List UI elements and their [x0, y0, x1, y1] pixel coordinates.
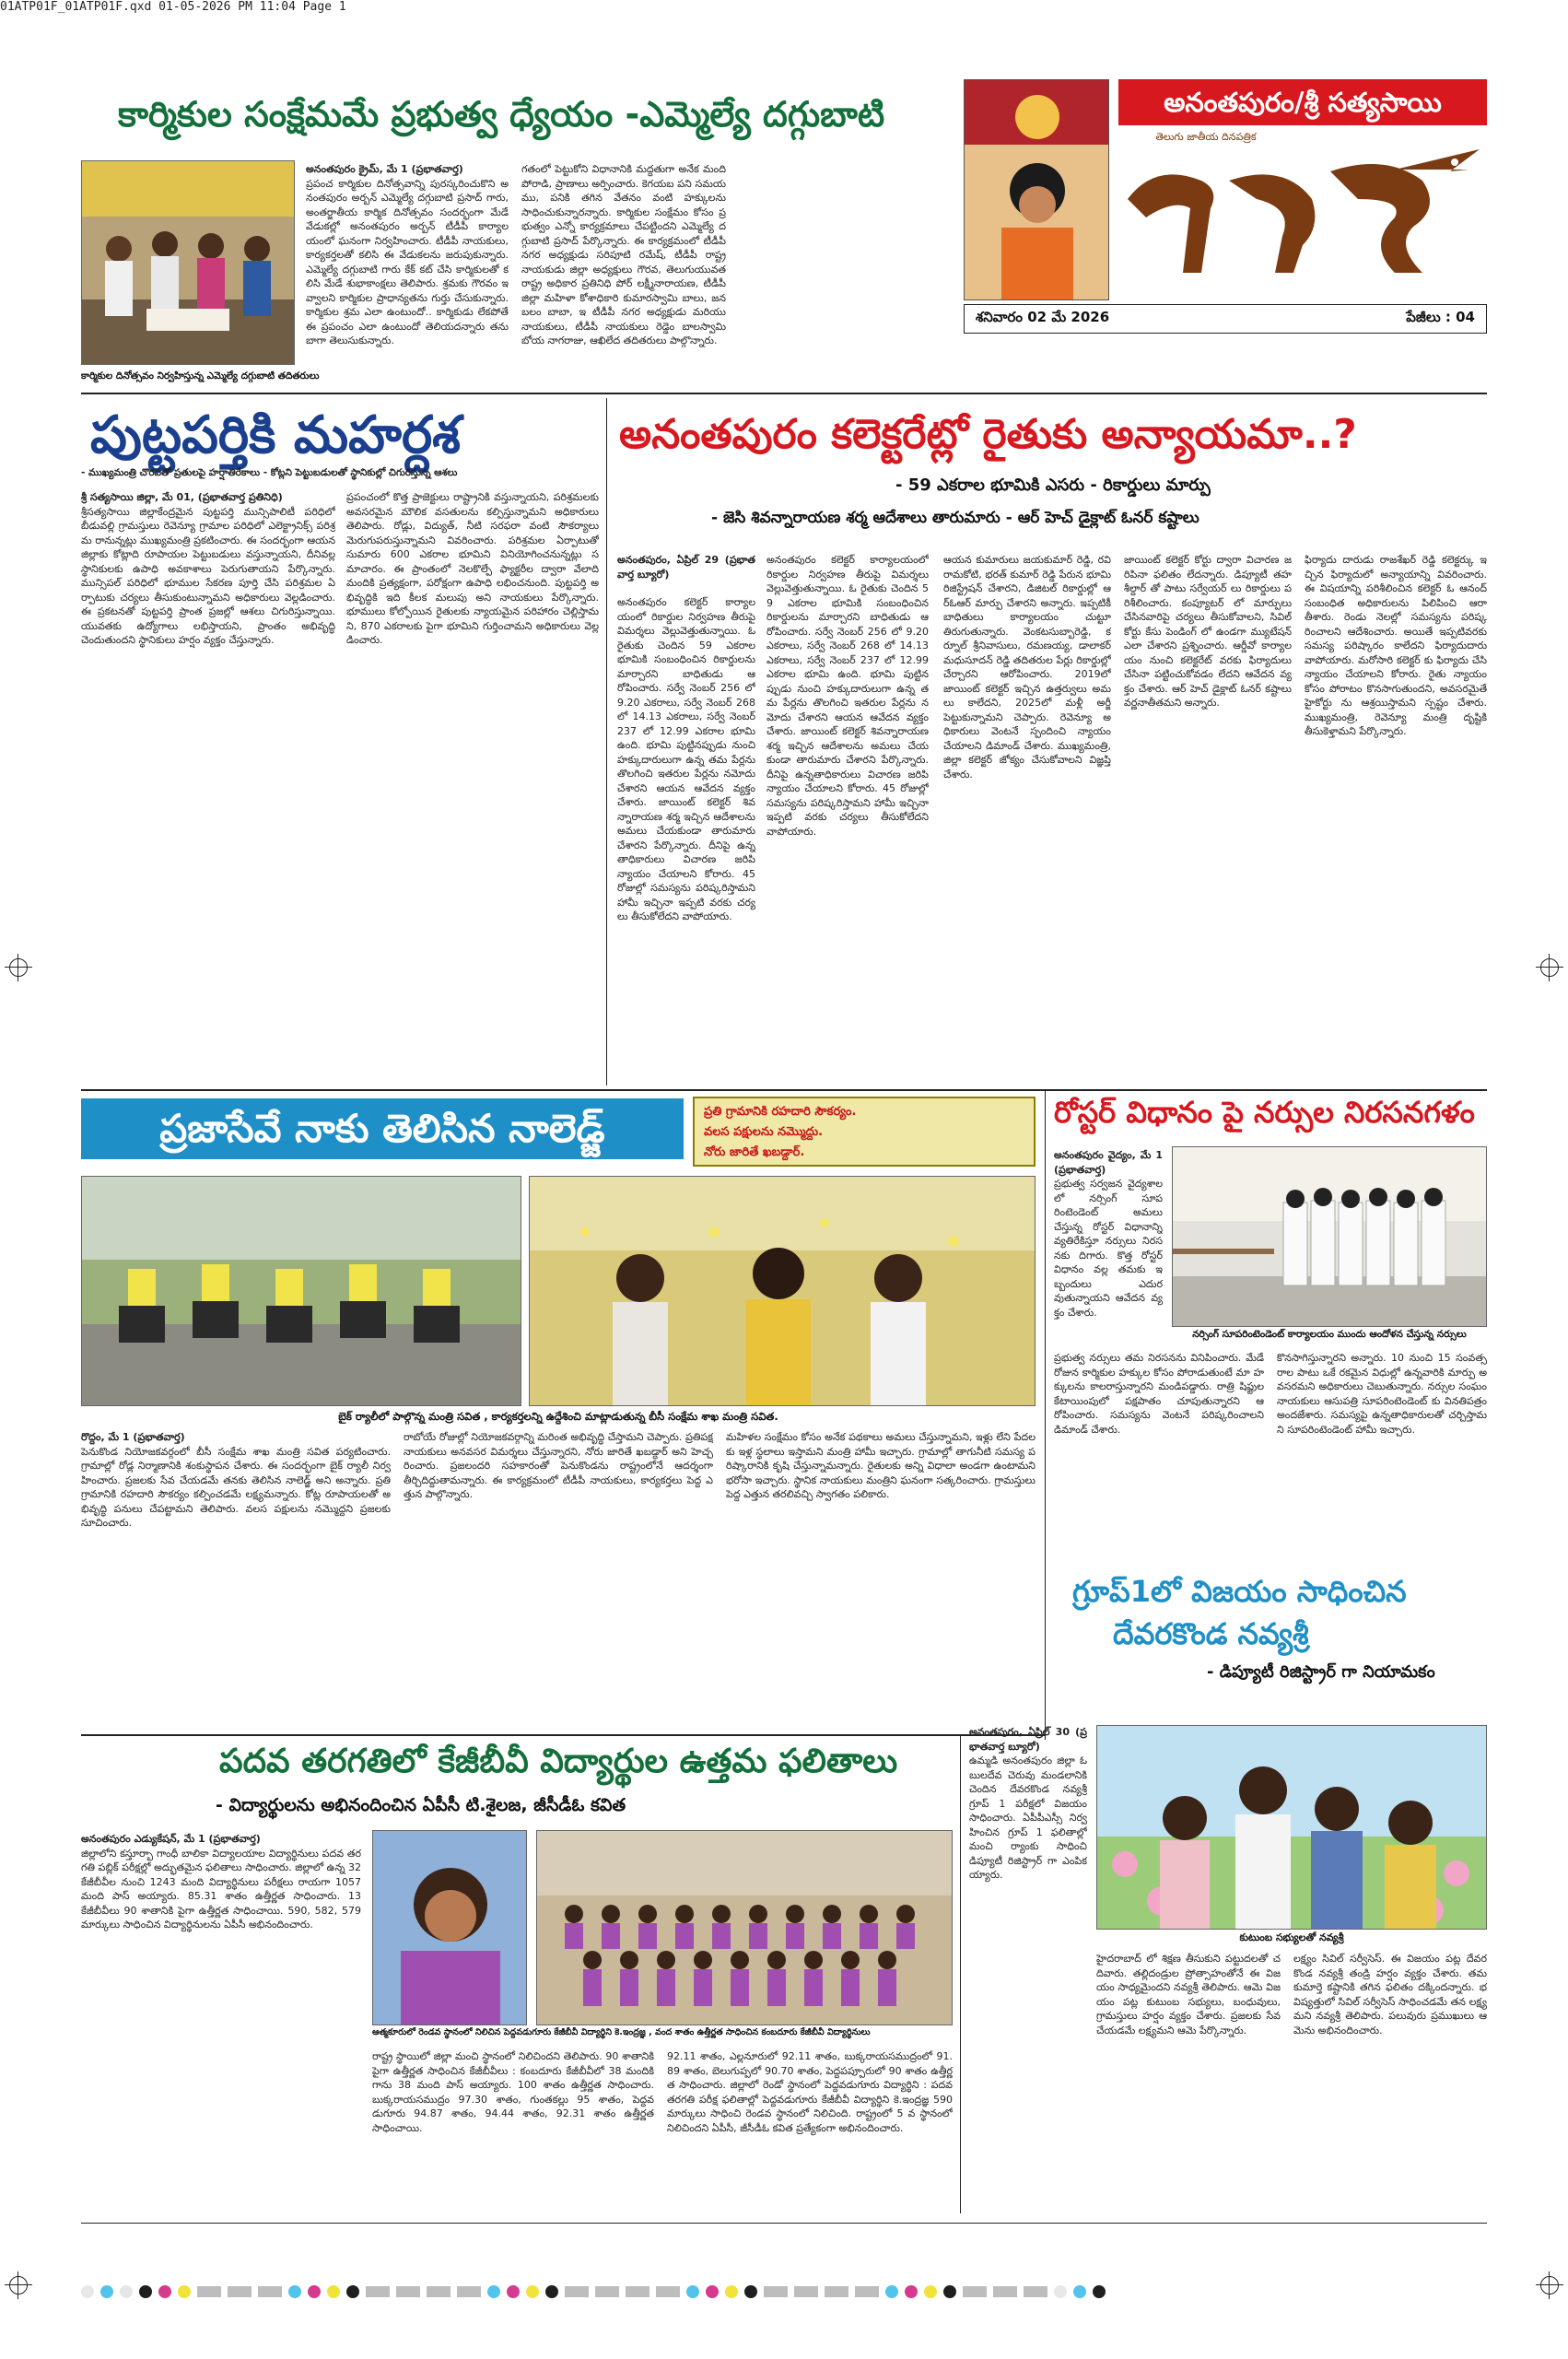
- blurb-line-2: వలస పక్షులను నమ్మొద్దు.: [704, 1125, 824, 1139]
- story4-dateline: రొద్దం, మే 1 (ప్రభాతవార్త): [81, 1431, 185, 1443]
- story5-dateline: అనంతపురం వైద్యం, మే 1 (ప్రభాతవార్త): [1054, 1149, 1163, 1176]
- story5-photo: [1172, 1146, 1487, 1327]
- story6-subhead: - డిప్యూటీ రిజిస్ట్రార్ గా నియామకం: [1207, 1662, 1435, 1682]
- story3-subhead-2: - జెసి శివన్నారాయణ శర్మ ఆదేశాలు తారుమారు - ఆర్ హెచ్ డైక్లాట్ ఓనర్ కష్టాలు: [711, 509, 1199, 527]
- masthead-date: శనివారం 02 మే 2026: [976, 309, 1110, 325]
- story7-photo-student: [372, 1830, 527, 2025]
- divider: [81, 2223, 1487, 2224]
- story6-headline-line2: దేవరకొండ నవ్యశ్రీ: [1113, 1616, 1309, 1651]
- masthead-page-count: పేజీలు : 04: [1406, 309, 1475, 325]
- story3-body-col2: ఆయన కుమారులు జయకుమార్ రెడ్డి, రవి రామకోటి, భరత్ కుమార్ రెడ్డి పేరున భూమి రిజిస్ట్రేషన్ చేశారని, డిజిటల్ రికార్డుల్లో ఆర్ఓఆర్ మార్పు చేశారని అన్నారు. ఇప్పటికీ బాధితులు కార్యాలయం చుట్టూ తిరుగుతున్నారు. వెంకటసుబ్బారెడ్డి, కర్నూల్ శ్రీనివాసులు, రమణయ్య, డాలాకర్ మధుసూదన్ రెడ్డి తదితరుల పేర్లు రికార్డుల్లో చేర్చారని ఆరోపించారు. 2019లో జాయింట్ కలెక్టర్ ఇచ్చిన ఉత్తర్వులు అమలు కాలేదని, 2025లో మళ్లీ అర్జీ పెట్టుకున్నామని చెప్పారు. రెవెన్యూ అధికారులు వెంటనే స్పందించి న్యాయం చేయాలని డిమాండ్ చేశారు. ముఖ్యమంత్రి, జిల్లా కలెక్టర్ జోక్యం చేసుకోవాలని విజ్ఞప్తి చేశారు.: [943, 554, 1111, 780]
- blurb-line-1: ప్రతి గ్రామానికి రహదారి సౌకర్యం.: [704, 1105, 857, 1119]
- registration-mark-icon: [9, 958, 28, 977]
- story3-subhead-1: - 59 ఎకరాల భూమికి ఎసరు - రికార్డులు మార్పు: [895, 475, 1211, 495]
- story4-body-col1: పెనుకొండ నియోజకవర్గంలో బీసీ సంక్షేమ శాఖ మంత్రి సవిత పర్యటించారు. గ్రామాల్లో రోడ్ల నిర్మాణానికి శంకుస్థాపన చేశారు. ఈ సందర్భంగా బైక్ ర్యాలీ నిర్వహించారు. ప్రజలకు సేవ చేయడమే తనకు తెలిసిన నాలెడ్జ్ అని అన్నారు. ప్రతి గ్రామానికి రహదారి సౌకర్యం కల్పించడమే లక్ష్యమన్నారు. కోట్ల రూపాయలతో అభివృద్ధి పనులు చేపట్టామని తెలిపారు. వలస పక్షులను నమ్మొద్దని ప్రజలకు సూచించారు.: [81, 1445, 391, 1529]
- story7-body-col3: 92.11 శాతం, ఎల్లనూరులో 92.11 శాతం, బుక్కరాయసముద్రంలో 91.89 శాతం, బెలుగుప్పలో 90.70 శాతం, పెద్దపప్పూరులో 90 శాతం ఉత్తీర్ణత సాధించారు. జిల్లాలో రెండో స్థానంలో పెద్దవడుగూరు విద్యార్థిని : పదవ తరగతి పరీక్ష ఫలితాల్లో పెద్దవడుగూరు కేజీబీవీ విద్యార్థిని కె.ఇంద్రజ్ఞ 590 మార్కులు సాధించి రెండవ స్థానంలో నిలిచింది. రాష్ట్రంలో 5 వ స్థానంలో నిలిచిందని ఏపీసీ, జీసీడీఓ కవిత ప్రత్యేకంగా అభినందించారు.: [667, 2050, 953, 2134]
- story4-caption: బైక్ ర్యాలీలో పాల్గొన్న మంత్రి సవిత , కార్యకర్తలన్ని ఉద్దేశించి మాట్లాడుతున్న బీసీ సంక్షేమ శాఖ మంత్రి సవిత.: [338, 1410, 778, 1423]
- story7-caption: ఆత్మకూరులో రెండవ స్థానంలో నిలిచిన పెద్దవడుగూరు కేజీబీవీ విద్యార్థిని కె.ఇంద్రజ్ఞ , వంద శాతం ఉత్తీర్ణత సాధించిన కంబదూరు కేజీబీవీ విద్యార్థినులు: [372, 2027, 871, 2037]
- story1-headline: కార్మికుల సంక్షేమమే ప్రభుత్వ ధ్యేయం -ఎమ్మెల్యే దగ్గుబాటి: [118, 94, 885, 135]
- story7-body-col1: జిల్లాలోని కస్తూర్బా గాంధీ బాలికా విద్యాలయాల విద్యార్థినులు పదవ తరగతి పబ్లిక్ పరీక్షల్లో అద్భుతమైన ఫలితాలు సాధించారు. జిల్లాలో ఉన్న 32 కేజీబీవీల నుంచి 1243 మంది విద్యార్థినులు పరీక్షలు రాయగా 1057 మంది పాస్ అయ్యారు. 85.31 శాతం ఉత్తీర్ణత సాధించారు. 13 కేజీబీవీలు 90 శాతానికి పైగా ఉత్తీర్ణత సాధించాయి. 590, 582, 579 మార్కులు సాధించిన విద్యార్థినులను ఏపీసీ అభినందించారు.: [81, 1847, 361, 1931]
- print-slug: 01ATP01F_01ATP01F.qxd 01-05-2026 PM 11:04 Page 1: [0, 0, 346, 14]
- masthead-tagline: తెలుగు జాతీయ దినపత్రిక: [1155, 131, 1257, 143]
- masthead: [964, 79, 1487, 337]
- story1-body-col1: ప్రపంచ కార్మికుల దినోత్సవాన్ని పురస్కరించుకొని అనంతపురం అర్బన్ ఎమ్మెల్యే దగ్గుబాటి ప్రసాద్ గారు, అంతర్జాతీయ కార్మిక దినోత్సవం సందర్భంగా మేడే వేడుకల్లో అనంతపురం అర్బన్ టీడీపీ కార్యాలయంలో ఘనంగా నిర్వహించారు. టీడీపీ నాయకులు, కార్యకర్తలతో కలిసి ఈ వేడుకలను జరుపుకున్నారు. ఎమ్మెల్యే దగ్గుబాటి గారు కేక్ కట్ చేసి కార్మికులతో కలిసి మేడే శుభాకాంక్షలు తెలిపారు. శ్రమకు గౌరవం ఇవ్వాలని కార్మికుల ప్రాధాన్యతను గుర్తు చేసుకున్నారు. కార్మికుల శ్రమ ఎలా ఉంటుందో.. కార్మికుడు లేకపోతే ఈ ప్రపంచం ఎలా ఉంటుందో తెలియదన్నారు తను బాగా తెలుసుకున్నారు.: [306, 177, 509, 346]
- story5-caption: నర్సింగ్ సూపరింటెండెంట్ కార్యాలయం ముందు ఆందోళన చేస్తున్న నర్సులు: [1192, 1329, 1467, 1340]
- story6-body-col3: లక్ష్యం సివిల్ సర్వీసెస్. ఈ విజయం పట్ల దేవరకొండ నవ్యశ్రీ తండ్రి హర్షం వ్యక్తం చేశారు. తమ కుమార్తె కష్టానికి తగిన ఫలితం దక్కిందన్నారు. భవిష్యత్తులో సివిల్ సర్వీసెస్ సాధించడమే తన లక్ష్యమని నవ్యశ్రీ తెలిపారు. పలువురు ప్రముఖులు ఆమెను అభినందించారు.: [1293, 1953, 1487, 2036]
- blurb-line-3: నోరు జారితే ఖబడ్దార్.: [704, 1145, 805, 1159]
- story4-headline: ప్రజాసేవే నాకు తెలిసిన నాలెడ్జ్: [159, 1106, 605, 1151]
- story2-dateline: శ్రీ సత్యసాయి జిల్లా, మే 01, (ప్రభాతవార్త ప్రతినిధి): [81, 491, 283, 503]
- story7-headline: పదవ తరగతిలో కేజీబీవీ విద్యార్థుల ఉత్తమ ఫలితాలు: [219, 1743, 898, 1780]
- story4-photo-rally: [81, 1176, 521, 1406]
- story4-blurb: [693, 1097, 1036, 1167]
- divider: [81, 1089, 1487, 1091]
- story3-headline: అనంతపురం కలెక్టరేట్లో రైతుకు అన్యాయమా..?: [619, 411, 1357, 458]
- story3-body-col1: అనంతపురం కలెక్టర్ కార్యాలయంలో రికార్డుల నిర్వహణ తీరుపై విమర్శలు వెల్లువెత్తుతున్నాయి. ఓ రైతుకు చెందిన 59 ఎకరాల భూమికి సంబంధించిన రికార్డులను మార్చారని బాధితుడు ఆరోపించారు. సర్వే నెంబర్ 256 లో 9.20 ఎకరాలు, సర్వే నెంబర్ 268 లో 14.13 ఎకరాలు, సర్వే నెంబర్ 237 లో 12.99 ఎకరాల భూమి ఉంది. భూమి పుట్టినప్పుడు నుంచి హక్కుదారులుగా ఉన్న తమ పేర్లను తొలగించి ఇతరుల పేర్లను నమోదు చేశారని ఆయన ఆవేదన వ్యక్తం చేశారు. జాయింట్ కలెక్టర్ శివన్నారాయణ శర్మ ఇచ్చిన ఆదేశాలను అమలు చేయకుండా తారుమారు చేశారని పేర్కొన్నారు. దీనిపై ఉన్నతాధికారులు విచారణ జరిపి న్యాయం చేయాలని కోరారు. 45 రోజుల్లో సమస్యను పరిష్కరిస్తామని హామీ ఇచ్చినా ఇప్పటి వరకు చర్యలు తీసుకోలేదని వాపోయారు.: [617, 596, 755, 922]
- story5-body-col1: ప్రభుత్వ సర్వజన వైద్యశాలలో నర్సింగ్ సూపరింటెండెంట్ అమలు చేస్తున్న రోస్టర్ విధానాన్ని వ్యతిరేకిస్తూ నర్సులు నిరసనకు దిగారు. కొత్త రోస్టర్ విధానం వల్ల తమకు ఇబ్బందులు ఎదురవుతున్నాయని ఆవేదన వ్యక్తం చేశారు.: [1054, 1178, 1163, 1319]
- divider: [960, 1734, 961, 2213]
- print-color-bar: [81, 2285, 1106, 2298]
- story3-dateline: అనంతపురం, ఏప్రిల్ 29 (ప్రభాతవార్త బ్యూరో): [617, 554, 755, 581]
- masthead-edition: అనంతపురం/శ్రీ సత్యసాయి: [1118, 79, 1487, 125]
- registration-mark-icon: [1540, 2276, 1559, 2294]
- divider: [81, 1734, 1045, 1736]
- story6-caption: కుటుంబ సభ్యులతో నవ్యశ్రీ: [1239, 1931, 1344, 1943]
- story2-headline: పుట్టపర్తికి మహర్దశ: [90, 405, 461, 465]
- story5-body-col2: ప్రభుత్వ నర్సులు తమ నిరసనను వినిపించారు. మేడే రోజున కార్మికుల హక్కుల కోసం పోరాడుతుంటే మా హక్కులను కాలరాస్తున్నారని మండిపడ్డారు. రాత్రి షిఫ్టుల కేటాయింపులో పక్షపాతం చూపుతున్నారని ఆరోపించారు. సమస్యను వెంటనే పరిష్కరించాలని డిమాండ్ చేశారు.: [1054, 1352, 1264, 1436]
- story7-dateline: అనంతపురం ఎడ్యుకేషన్, మే 1 (ప్రభాతవార్త): [81, 1833, 261, 1845]
- story6-body-col1: ఉమ్మడి అనంతపురం జిల్లా ఓబులదేవ చెరువు మండలానికి చెందిన దేవరకొండ నవ్యశ్రీ గ్రూప్ 1 పరీక్షలో విజయం సాధించారు. ఏపీపీఎస్సీ నిర్వహించిన గ్రూప్ 1 ఫలితాల్లో మంచి ర్యాంకు సాధించి డిప్యూటీ రిజిస్ట్రార్ గా ఎంపికయ్యారు.: [969, 1755, 1087, 1881]
- story6-photo: [1096, 1725, 1487, 1930]
- divider: [81, 393, 1487, 394]
- story7-body-col2: రాష్ట్ర స్థాయిలో జిల్లా మంచి స్థానంలో నిలిచిందని తెలిపారు. 90 శాతానికి పైగా ఉత్తీర్ణత సాధించిన కేజీబీవీలు : కంబదూరు కేజీబీవీలో 38 మందికి గాను 38 మంది పాస్ అయ్యారు. 100 శాతం ఉత్తీర్ణత సాధించారు. బుక్కరాయసముద్రం 97.30 శాతం, గుంతకల్లు 95 శాతం, పెద్దవడుగూరు 94.87 శాతం, 94.44 శాతం, 92.31 శాతం ఉత్తీర్ణత సాధించాయి.: [372, 2050, 654, 2134]
- story1-caption: కార్మికుల దినోత్సవం నిర్వహిస్తున్న ఎమ్మెల్యే దగ్గుబాటి తదితరులు: [81, 370, 320, 381]
- story5-body-col3: కొనసాగిస్తున్నారని అన్నారు. 10 నుంచి 15 సంవత్సరాల పాటు ఒకే రకమైన విధుల్లో ఉన్నవారికి మార్పు అవసరమని అధికారులు చెబుతున్నారు. నర్సుల సంఘం నాయకులు ఆసుపత్రి సూపరింటెండెంట్ కు వినతిపత్రం అందజేశారు. సమస్యపై ఉన్నతాధికారులతో చర్చిస్తామని సూపరింటెండెంట్ హామీ ఇచ్చారు.: [1277, 1352, 1487, 1436]
- story4-body-col3: మహిళల సంక్షేమం కోసం అనేక పథకాలు అమలు చేస్తున్నామని, ఇళ్లు లేని పేదలకు ఇళ్ల స్థలాలు ఇస్తామని మంత్రి హామీ ఇచ్చారు. గ్రామాల్లో తాగునీటి సమస్య పరిష్కారానికి కృషి చేస్తున్నామన్నారు. రైతులకు అన్ని విధాలా అండగా ఉంటామని భరోసా ఇచ్చారు. స్థానిక నాయకులు మంత్రిని ఘనంగా సత్కరించారు. గ్రామస్తులు పెద్ద ఎత్తున తరలివచ్చి స్వాగతం పలికారు.: [726, 1431, 1036, 1500]
- story2-body-col2: ప్రపంచంలో కొత్త ప్రాజెక్టులు రాష్ట్రానికి వస్తున్నాయని, పరిశ్రమలకు అవసరమైన మౌలిక వసతులను కల్పిస్తున్నామని అధికారులు తెలిపారు. రోడ్లు, విద్యుత్, నీటి సరఫరా వంటి సౌకర్యాలు మెరుగుపరుస్తున్నామని వివరించారు. పరిశ్రమల ఏర్పాటుతో సుమారు 600 ఎకరాల భూమిని వినియోగించనున్నట్లు సమాచారం. ఈ ప్రాంతంలో నెలకొల్పే ఫ్యాక్టరీల ద్వారా వేలాది మందికి ప్రత్యక్షంగా, పరోక్షంగా ఉపాధి లభించనుంది. పుట్టపర్తి అభివృద్ధికి ఇది కీలక మలుపు అని నాయకులు పేర్కొన్నారు. భూములు కోల్పోయిన రైతులకు న్యాయమైన పరిహారం చెల్లిస్తామని, 870 ఎకరాలకు పైగా భూమిని గుర్తించామని అధికారులు వెల్లడించారు.: [346, 491, 599, 646]
- story4-photo-minister: [529, 1176, 1036, 1406]
- story1-body-col2: గతంలో పెట్టుకోని విధానానికి మద్దతుగా అనేక మంది పోరాడి, ప్రాణాలు అర్పించారు. కెగయబ పని సమయము, పనికి తగిన వేతనం వంటి హక్కులను సాధించుకున్నారన్నారు. కార్మికుల సంక్షేమం కోసం ప్రభుత్వం ఎన్నో కార్యక్రమాలు చేపట్టిందని ఎమ్మెల్యే దగ్గుబాటి ప్రసాద్ పేర్కొన్నారు. ఈ కార్యక్రమంలో టీడీపీ నగర అధ్యక్షుడు సరిపూటి రమేష్, టీడీపీ రాష్ట్ర నాయకుడు జిల్లా అధ్యక్షులు గౌరవ, తెలుగుయువత రాష్ట్ర అధికార ప్రతినిధి పోర్ లక్ష్మీనారాయణ, టీడీపీ జిల్లా మహిళా కోశాధికారి కుమారస్వామి బాలు, జనబలం బాబా, ఇ టీడీపీ నగర అధ్యక్షుడు మరియు నాయకులు, టీడీపీ నాయకులు రెడ్డెం బాలస్వామి బోయ నాగరాజు, ఆఖిలేద తదితరులు పాల్గొన్నారు.: [521, 163, 726, 346]
- story4-headline-banner: [81, 1098, 684, 1159]
- registration-mark-icon: [9, 2276, 28, 2294]
- divider: [606, 398, 607, 1086]
- story1-dateline: అనంతపురం క్రైమ్, మే 1 (ప్రభాతవార్త): [306, 163, 463, 175]
- story7-subhead: - విద్యార్థులను అభినందించిన ఏపీసీ టి.శైలజ, జీసీడీఓ కవిత: [216, 1795, 626, 1815]
- divider: [1045, 1089, 1046, 1740]
- varta-logo: [1118, 144, 1487, 291]
- story7-photo-group: [536, 1830, 953, 2025]
- story6-dateline: అనంతపురం, ఏప్రిల్ 30 (ప్రభాతవార్త బ్యూరో): [969, 1726, 1087, 1753]
- story2-subhead: - ముఖ్యమంత్రి చొరవతో ప్రతులపై హర్షాతిరేకాలు - కోట్లని పెట్టుబడులతో స్థానికుల్లో చిగురిస్తున్న ఆశలు: [81, 467, 458, 478]
- story5-headline: రోస్టర్ విధానం పై నర్సుల నిరసనగళం: [1054, 1095, 1475, 1130]
- story6-headline-line1: గ్రూప్1లో విజయం సాధించిన: [1072, 1574, 1407, 1609]
- story3-body-col4: ఫిర్యాదు దారుడు రాజశేఖర్ రెడ్డి కలెక్టర్కు ఇచ్చిన ఫిర్యాదులో అన్యాయాన్ని వివరించారు. ఈ విషయాన్ని పరిశీలించిన కలెక్టర్ ఓ ఆనంద్ సంబంధిత అధికారులను పిలిపించి ఆరా తీశారు. రెండు నెలల్లో సమస్యను పరిష్కరించాలని ఆదేశించారు. అయితే ఇప్పటివరకు సమస్య పరిష్కారం కాలేదని ఫిర్యాదుదారు వాపోయారు. మరోసారి కలెక్టర్ కు ఫిర్యాదు చేసి న్యాయం చేయాలని కోరారు. రైతు న్యాయం కోసం పోరాటం కొనసాగుతుందని, అవసరమైతే హైకోర్టు ను ఆశ్రయిస్తామని స్పష్టం చేశారు. ముఖ్యమంత్రి, రెవెన్యూ మంత్రి దృష్టికి తీసుకెళ్తామని పేర్కొన్నారు.: [1305, 554, 1487, 737]
- story1-photo: [81, 160, 295, 365]
- registration-mark-icon: [1540, 958, 1559, 977]
- newspaper-page: [81, 79, 1487, 2232]
- masthead-photo: [964, 79, 1109, 300]
- story3-body-col3: జాయింట్ కలెక్టర్ కోర్టు ద్వారా విచారణ జరిపినా ఫలితం లేదన్నారు. డిప్యూటీ తహశీల్దార్ తో పాటు సర్వేయర్ లు రికార్డులు పరిశీలించారు. కంప్యూటర్ లో మార్పులు చేసినవారిపై చర్యలు తీసుకోవాలని, సివిల్ కోర్టు కేసు పెండింగ్ లో ఉండగా మ్యుటేషన్ ఎలా చేశారని ప్రశ్నించారు. ఆర్డీవో కార్యాలయం నుంచి కలెక్టరేట్ వరకు ఫిర్యాదులు చేసినా పట్టించుకోవడం లేదని ఆవేదన వ్యక్తం చేశారు. ఆర్ హెచ్ డైక్లాట్ ఓనర్ కష్టాలు వర్ణనాతీతమని అన్నారు.: [1124, 554, 1292, 709]
- story4-body-col2: రాబోయే రోజుల్లో నియోజకవర్గాన్ని మరింత అభివృద్ధి చేస్తామని చెప్పారు. ప్రతిపక్ష నాయకులు అనవసర విమర్శలు చేస్తున్నారని, నోరు జారితే ఖబడ్దార్ అని హెచ్చరించారు. ప్రజలందరి సహకారంతో పెనుకొండను రాష్ట్రంలోనే ఆదర్శంగా తీర్చిదిద్దుతామన్నారు. ఈ కార్యక్రమంలో టీడీపీ నాయకులు, కార్యకర్తలు పెద్ద ఎత్తున పాల్గొన్నారు.: [404, 1431, 713, 1500]
- story2-body-col1: శ్రీసత్యసాయి జిల్లాకేంద్రమైన పుట్టపర్తి మున్సిపాలిటీ పరిధిలో బీడువల్లి గ్రామస్తులు రెవెన్యూ గ్రామాల పరిధిలో ఎలెక్ట్రానిక్స్ పరిశ్రమ రానున్నట్లు ముఖ్యమంత్రి ప్రకటించారు. ఈ సందర్భంగా ఆయన జిల్లాకు కోట్లాది రూపాయల పెట్టుబడులు వస్తున్నాయని, దీనివల్ల స్థానికులకు ఉపాధి అవకాశాలు పెరుగుతాయని పేర్కొన్నారు. మున్సిపల్ పరిధిలో భూముల సేకరణ పూర్తి చేసి పరిశ్రమల ఏర్పాటుకు చర్యలు తీసుకుంటున్నామని అధికారులు వెల్లడించారు. ఈ ప్రకటనతో పుట్టపర్తి ప్రాంత ప్రజల్లో ఆశలు చిగురిస్తున్నాయి. యువతకు ఉద్యోగాలు లభిస్తాయని, ప్రాంతం అభివృద్ధి చెందుతుందని స్థానికులు హర్షం వ్యక్తం చేస్తున్నారు.: [81, 505, 335, 646]
- story6-body-col2: హైదరాబాద్ లో శిక్షణ తీసుకుని పట్టుదలతో చదివారు. తల్లిదండ్రుల ప్రోత్సాహంతోనే ఈ విజయం సాధ్యమైందని నవ్యశ్రీ తెలిపారు. ఆమె విజయం పట్ల కుటుంబ సభ్యులు, బంధువులు, గ్రామస్తులు హర్షం వ్యక్తం చేశారు. ప్రజలకు సేవ చేయడమే లక్ష్యమని ఆమె పేర్కొన్నారు.: [1096, 1953, 1281, 2036]
- masthead-info-bar: [964, 304, 1487, 334]
- story3-body-col1b: అనంతపురం కలెక్టర్ కార్యాలయంలో రికార్డుల నిర్వహణ తీరుపై విమర్శలు వెల్లువెత్తుతున్నాయి. ఓ రైతుకు చెందిన 59 ఎకరాల భూమికి సంబంధించిన రికార్డులను మార్చారని బాధితుడు ఆరోపించారు. సర్వే నెంబర్ 256 లో 9.20 ఎకరాలు, సర్వే నెంబర్ 268 లో 14.13 ఎకరాలు, సర్వే నెంబర్ 237 లో 12.99 ఎకరాల భూమి ఉంది. భూమి పుట్టినప్పుడు నుంచి హక్కుదారులుగా ఉన్న తమ పేర్లను తొలగించి ఇతరుల పేర్లను నమోదు చేశారని ఆయన ఆవేదన వ్యక్తం చేశారు. జాయింట్ కలెక్టర్ శివన్నారాయణ శర్మ ఇచ్చిన ఆదేశాలను అమలు చేయకుండా తారుమారు చేశారని పేర్కొన్నారు. దీనిపై ఉన్నతాధికారులు విచారణ జరిపి న్యాయం చేయాలని కోరారు. 45 రోజుల్లో సమస్యను పరిష్కరిస్తామని హామీ ఇచ్చినా ఇప్పటి వరకు చర్యలు తీసుకోలేదని వాపోయారు.: [766, 554, 929, 838]
